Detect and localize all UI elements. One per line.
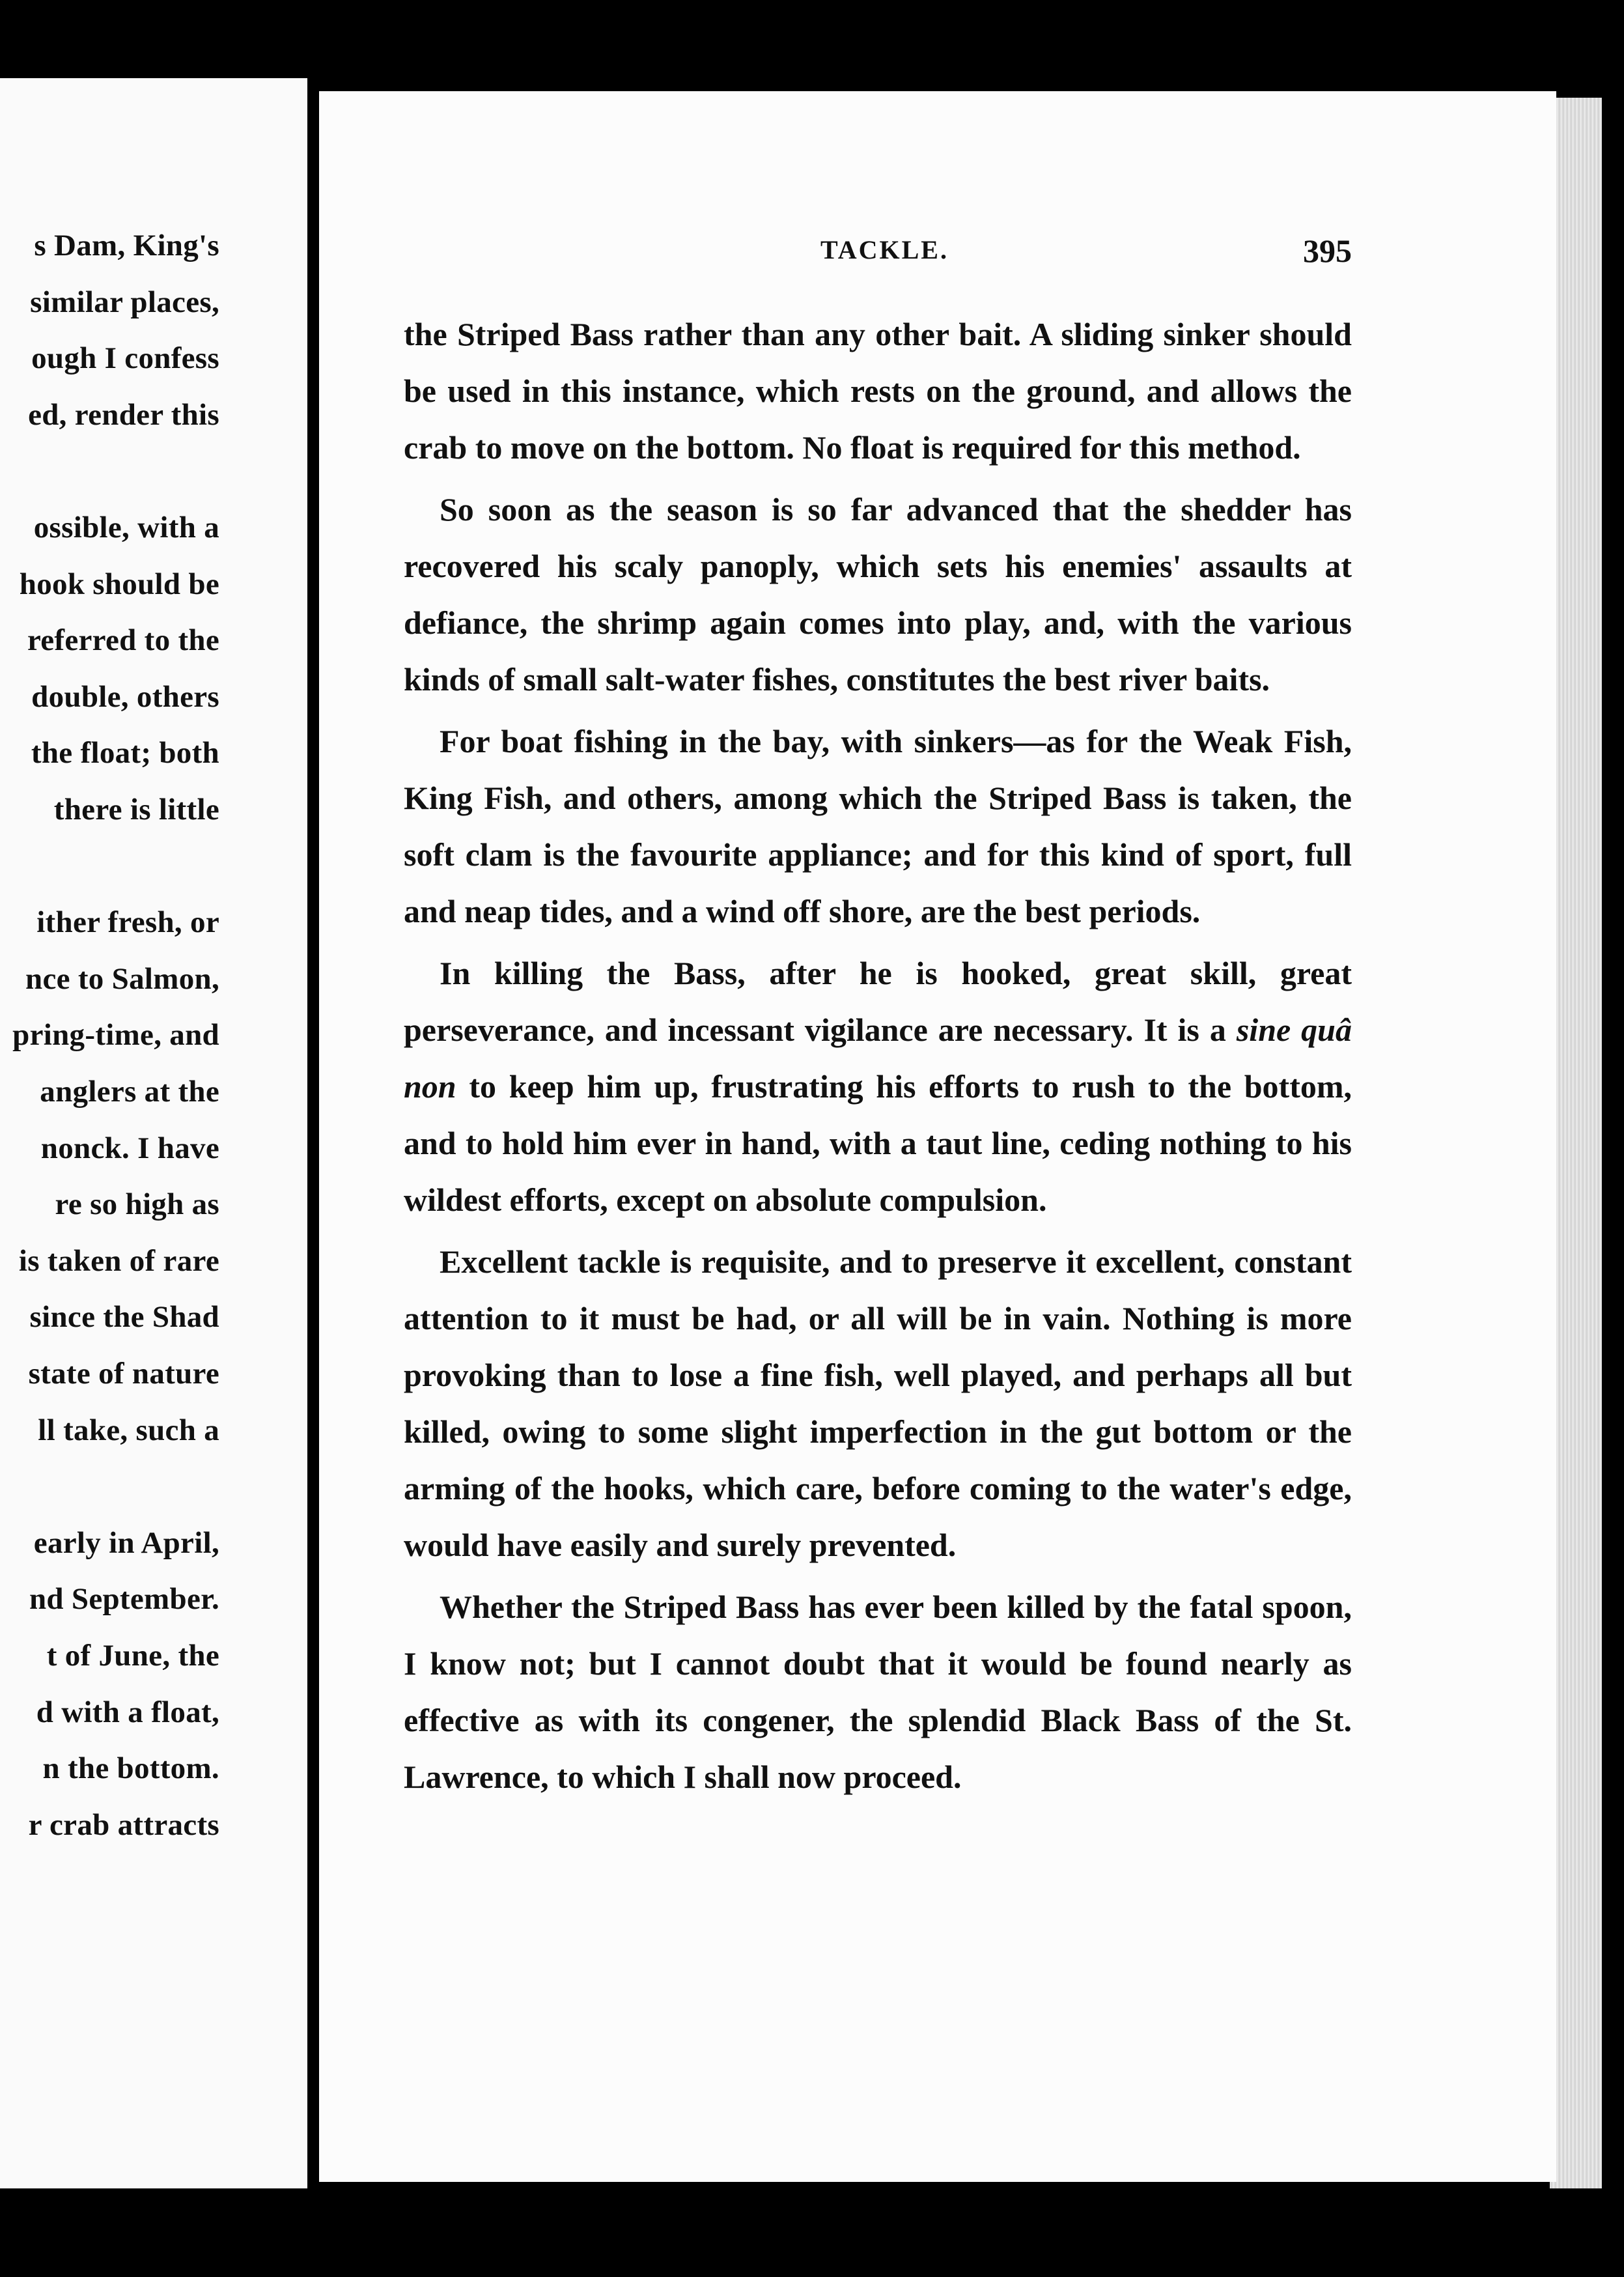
left-page-line: nce to Salmon,	[25, 961, 219, 996]
left-page-line: hook should be	[19, 567, 219, 601]
paragraph-1: the Striped Bass rather than any other bait. A sliding sinker should be used in this instance, which rests on the ground, and allows the crab to move on the bottom. No float is required for this method.	[404, 316, 1352, 466]
left-page-line: anglers at the	[40, 1075, 219, 1109]
paragraph-3: For boat fishing in the bay, with sinkers—as for the Weak Fish, King Fish, and others, among which the Striped Bass is taken, the soft clam is the favourite appliance; and for this kind of sport, full and neap tides, and a wind off shore, are the best periods.	[404, 723, 1352, 929]
paragraph-4-latin-phrase: sine quâ non	[404, 1011, 1352, 1105]
left-page-line: is taken of rare	[18, 1243, 219, 1278]
left-page-line: double, others	[31, 679, 219, 714]
left-page-line: n the bottom.	[42, 1751, 219, 1786]
left-page	[0, 78, 307, 2188]
paragraph-2: So soon as the season is so far advanced that the shedder has recovered his scaly panoply, which sets his enemies' assaults at defiance, the shrimp again comes into play, and, with the various kinds of small salt-water fishes, constitutes the best river baits.	[404, 491, 1352, 698]
left-page-line: ough I confess	[31, 341, 219, 376]
paragraph-4	[404, 945, 1352, 1228]
running-head-title: TACKLE.	[820, 235, 949, 264]
left-page-line: ossible, with a	[33, 511, 219, 544]
left-page-line: t of June, the	[46, 1639, 219, 1673]
left-page-line: similar places,	[30, 285, 219, 319]
page-edges	[1550, 98, 1602, 2188]
paragraph-4-text-a: In killing the Bass, after he is hooked, great skill, great perseverance, and incessant vigilance are necessary. It is a	[404, 955, 1352, 1048]
left-page-line: ed, render this	[28, 397, 219, 432]
left-page-line: the float; both	[31, 736, 219, 771]
left-page-line: referred to the	[27, 623, 219, 658]
left-page-line: ither fresh, or	[36, 905, 219, 940]
left-page-line: early in April,	[33, 1525, 219, 1560]
body-text	[404, 306, 1352, 1811]
left-page-line: s Dam, King's	[34, 229, 219, 262]
page-number: 395	[1303, 233, 1352, 269]
running-head	[404, 234, 1352, 274]
left-page-line: nonck. I have	[40, 1131, 219, 1165]
left-page-line: ll take, such a	[38, 1413, 219, 1447]
left-page-line: d with a float,	[36, 1695, 219, 1729]
left-page-line: state of nature	[28, 1357, 219, 1391]
left-page-line: there is little	[53, 793, 219, 827]
paragraph-6: Whether the Striped Bass has ever been killed by the fatal spoon, I know not; but I cannot doubt that it would be found nearly as effective as with its congener, the splendid Black Bass of the St. Lawrence, to which I shall now proceed.	[404, 1589, 1352, 1795]
left-page-line: pring-time, and	[12, 1018, 219, 1053]
left-page-line: re so high as	[55, 1187, 219, 1222]
left-page-line: since the Shad	[29, 1300, 219, 1335]
left-page-line: nd September.	[29, 1582, 219, 1617]
paragraph-4-text-b: to keep him up, frustrating his efforts to rush to the bottom, and to hold him ever in hand, with a taut line, ceding nothing to his wildest efforts, except on absolute compulsion.	[404, 1068, 1352, 1218]
paragraph-5: Excellent tackle is requisite, and to preserve it excellent, constant attention to it must be had, or all will be in vain. Nothing is more provoking than to lose a fine fish, well played, and perhaps all but killed, owing to some slight imperfection in the gut bottom or the arming of the hooks, which care, before coming to the water's edge, would have easily and surely prevented.	[404, 1243, 1352, 1563]
left-page-line: r crab attracts	[28, 1807, 219, 1842]
book-gutter	[307, 65, 320, 2201]
